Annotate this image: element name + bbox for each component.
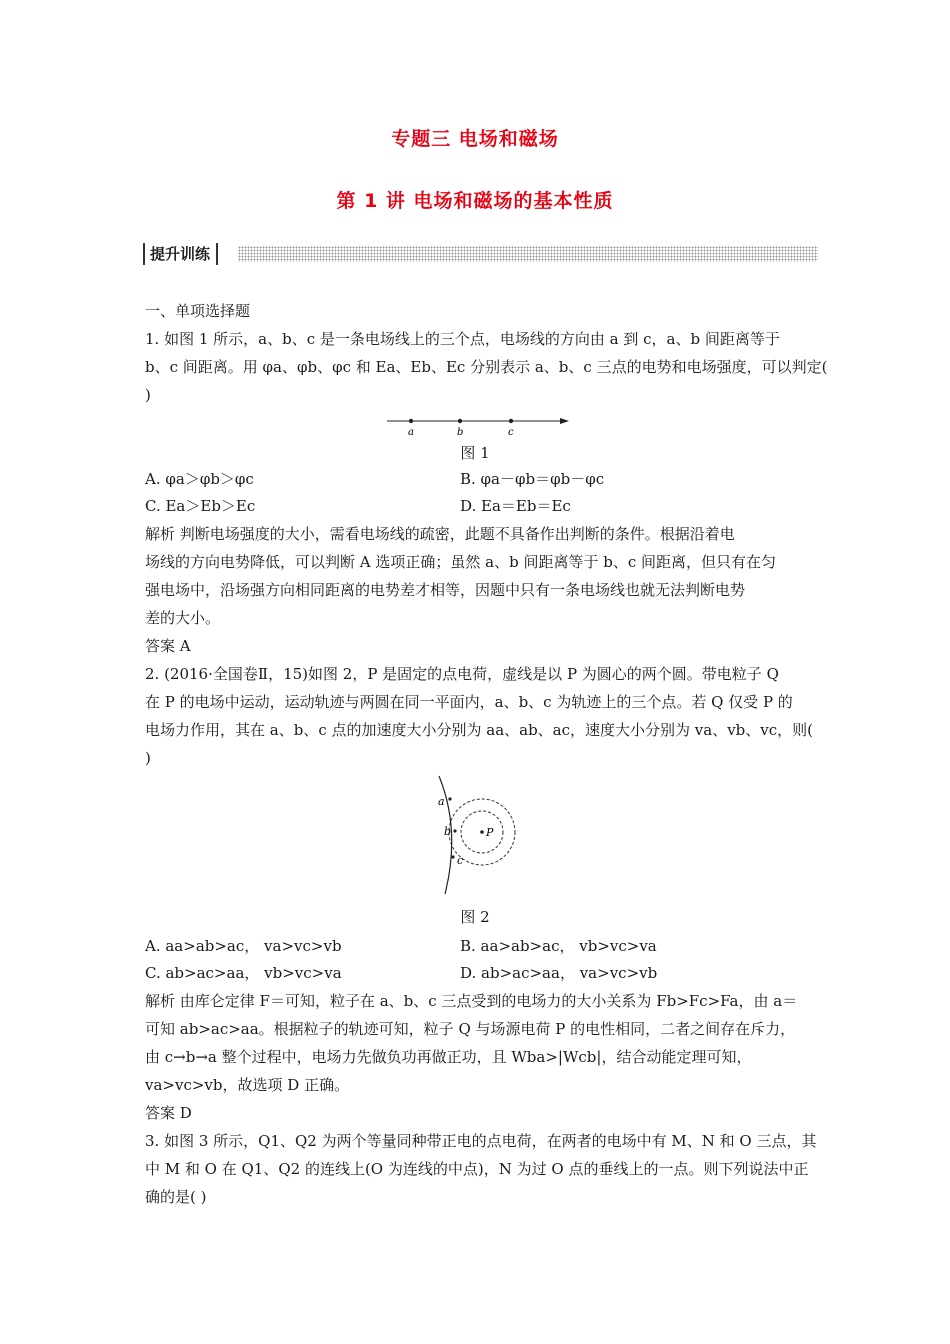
- q2-analysis-line-2: 可知 ab>ac>aa。根据粒子的轨迹可知，粒子 Q 与场源电荷 P 的电性相同，二者之间存在斥力，: [145, 1020, 796, 1038]
- q2-analysis-line-3: 由 c→b→a 整个过程中，电场力先做负功再做正功，且 Wba>|Wcb|，结合动能定理可知，: [145, 1048, 752, 1066]
- point-c-dot: [509, 419, 513, 423]
- q1-analysis-line-1: 解析 判断电场强度的大小，需看电场线的疏密，此题不具备作出判断的条件。根据沿着电: [145, 525, 735, 543]
- fig1-label-b: b: [457, 427, 464, 438]
- q2-line-3: 电场力作用，其在 a、b、c 点的加速度大小分别为 aa、ab、ac，速度大小分别为 va、vb、vc，则(: [145, 721, 814, 739]
- topic-title: 专题三 电场和磁场: [391, 128, 559, 150]
- q1-option-d: D. Ea＝Eb＝Ec: [460, 497, 571, 515]
- q1-analysis-line-3: 强电场中，沿场强方向相同距离的电势差才相等，因题中只有一条电场线也就无法判断电势: [145, 581, 746, 599]
- fig1-label-c: c: [508, 427, 514, 438]
- q1-answer: 答案 A: [145, 637, 191, 655]
- q2-analysis-line-1: 解析 由库仑定律 F＝可知，粒子在 a、b、c 三点受到的电场力的大小关系为 Fb>Fc>Fa，由 a＝: [145, 992, 798, 1010]
- banner-label: 提升训练: [143, 243, 218, 265]
- charge-p-dot: [480, 830, 484, 834]
- figure-2-caption: 图 2: [460, 908, 490, 926]
- q1-line-1: 1. 如图 1 所示，a、b、c 是一条电场线上的三个点，电场线的方向由 a 到 c，a、b 间距离等于: [145, 330, 780, 348]
- fig1-label-a: a: [408, 427, 414, 438]
- lesson-title: 第 1 讲 电场和磁场的基本性质: [336, 190, 614, 212]
- fig2-label-a: a: [438, 795, 445, 808]
- section-heading: 一、单项选择题: [145, 302, 251, 320]
- traj-point-a: [448, 797, 451, 800]
- q2-option-d: D. ab>ac>aa， va>vc>vb: [460, 964, 658, 982]
- q1-option-a: A. φa＞φb＞φc: [145, 470, 254, 488]
- point-b-dot: [458, 419, 462, 423]
- figure-1-caption: 图 1: [460, 444, 490, 462]
- traj-point-b: [453, 829, 456, 832]
- q2-line-1: 2. (2016·全国卷Ⅱ，15)如图 2，P 是固定的点电荷，虚线是以 P 为圆心的两个圆。带电粒子 Q: [145, 665, 779, 683]
- section-banner: [143, 243, 818, 265]
- q3-line-2: 中 M 和 O 在 Q1、Q2 的连线上(O 为连线的中点)，N 为过 O 点的垂线上的一点。则下列说法中正: [145, 1160, 809, 1178]
- q2-line-4: ): [145, 749, 151, 767]
- q2-option-a: A. aa>ab>ac， va>vc>vb: [145, 937, 342, 955]
- q1-option-b: B. φa－φb＝φb－φc: [460, 470, 605, 488]
- q1-line-3: ): [145, 386, 151, 404]
- q2-answer: 答案 D: [145, 1104, 192, 1122]
- fig2-label-c: c: [457, 854, 464, 867]
- q3-line-3: 确的是( ): [145, 1188, 207, 1206]
- q2-line-2: 在 P 的电场中运动，运动轨迹与两圆在同一平面内，a、b、c 为轨迹上的三个点。若 Q 仅受 P 的: [145, 693, 793, 711]
- fig2-label-p: P: [486, 826, 494, 839]
- q1-line-2: b、c 间距离。用 φa、φb、φc 和 Ea、Eb、Ec 分别表示 a、b、c 三点的电势和电场强度，可以判定(: [145, 358, 828, 376]
- q1-option-c: C. Ea＞Eb＞Ec: [145, 497, 256, 515]
- q1-analysis-line-2: 场线的方向电势降低，可以判断 A 选项正确；虽然 a、b 间距离等于 b、c 间距离，但只有在匀: [145, 553, 776, 571]
- traj-point-c: [451, 855, 454, 858]
- q3-line-1: 3. 如图 3 所示，Q1、Q2 为两个等量同种带正电的点电荷，在两者的电场中有 M、N 和 O 三点，其: [145, 1132, 817, 1150]
- fig2-label-b: b: [444, 825, 452, 838]
- figure-2-trajectory: [425, 772, 525, 897]
- figure-1-field-line: [385, 410, 570, 440]
- q2-option-b: B. aa>ab>ac， vb>vc>va: [460, 937, 657, 955]
- q2-analysis-line-4: va>vc>vb，故选项 D 正确。: [145, 1076, 350, 1094]
- point-a-dot: [409, 419, 413, 423]
- q2-option-c: C. ab>ac>aa， vb>vc>va: [145, 964, 342, 982]
- q1-analysis-line-4: 差的大小。: [145, 609, 221, 627]
- banner-dotted-fill: [238, 246, 818, 262]
